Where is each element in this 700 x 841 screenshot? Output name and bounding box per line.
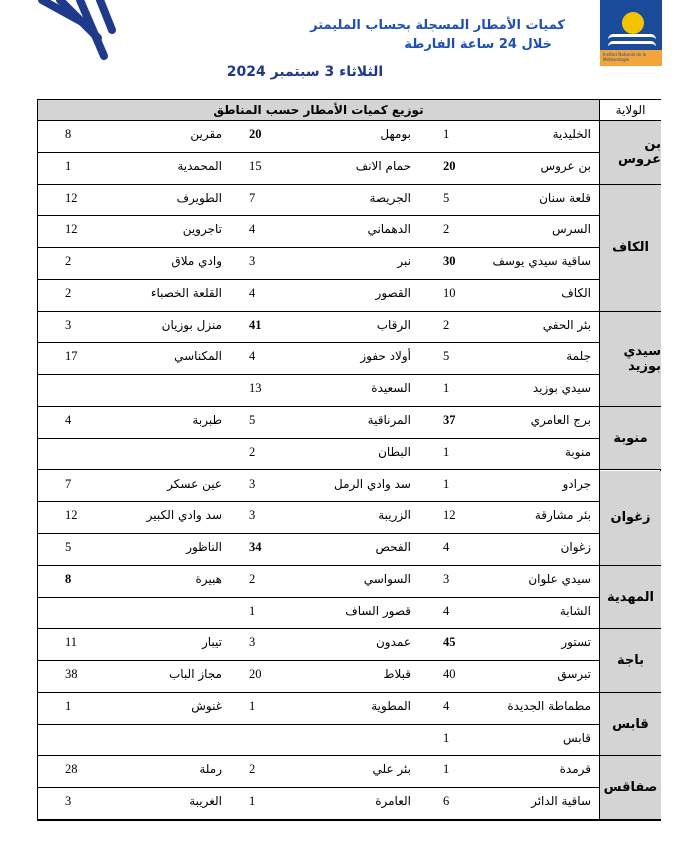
rainfall-value: 1 [65,158,72,173]
station-name: مقرين [190,127,222,141]
table-row [38,312,599,344]
station-name: هبيرة [195,571,222,586]
rainfall-value: 2 [65,285,72,300]
station-name: بئر علي [372,762,411,777]
rainfall-value: 12 [65,190,78,205]
table-row [38,280,599,312]
station-name: بن عروس [540,158,591,173]
table-row [38,534,599,566]
table-row [38,661,599,693]
station-name: تيبار [201,635,222,650]
table-row [38,407,599,439]
station-name: المحمدية [177,158,222,173]
station-name: الشابة [559,603,591,618]
rainfall-value: 41 [249,317,262,332]
sun-icon [622,12,644,34]
station-name: بئر الحفي [542,317,591,332]
rainfall-value: 13 [249,381,262,396]
rainfall-value: 7 [65,476,72,491]
rainfall-value: 34 [249,540,262,555]
table-row [38,788,599,820]
table-row [38,153,599,185]
rainfall-value: 3 [249,476,256,491]
station-name: منوبة [564,444,591,459]
report-title: كميات الأمطار المسجلة بحساب المليمتر [310,18,565,33]
table-row [38,502,599,534]
rainfall-value: 15 [249,158,262,173]
table-row [38,375,599,407]
rainfall-value: 4 [443,603,450,618]
table-row [38,343,599,375]
rainfall-value: 3 [65,794,72,809]
inm-logo [600,0,662,66]
station-name: السعيدة [371,381,411,396]
station-name: تبرسق [557,667,591,682]
station-name: قبلاط [383,667,411,682]
station-name: سد وادي الرمل [334,476,411,491]
rainfall-value: 40 [443,667,456,682]
rainfall-value: 1 [65,698,72,713]
table-row [38,121,599,153]
station-name: عين عسكر [167,476,222,491]
rainfall-value: 4 [249,285,256,300]
table-row [38,756,599,788]
station-name: الناظور [186,540,222,555]
rainfall-value: 3 [249,508,256,523]
station-name: الخليدية [552,127,591,141]
rainfall-value: 12 [65,222,78,237]
table-row [38,248,599,280]
station-name: القصور [375,285,411,300]
rainfall-value: 1 [249,698,256,713]
rainfall-value: 17 [65,349,78,364]
station-name: السرس [552,222,591,237]
station-name: جلمة [566,349,591,364]
rainfall-value: 1 [443,762,450,777]
station-name: نبر [397,254,411,269]
station-name: منزل بوزيان [161,317,222,332]
station-name: الغريبة [189,794,222,809]
station-name: الفحص [375,540,411,555]
rainfall-value: 4 [249,349,256,364]
rainfall-value: 3 [65,317,72,332]
station-name: سد وادي الكبير [146,508,222,523]
station-name: سيدي بوزيد [532,381,591,396]
station-name: رملة [199,762,222,777]
rainfall-value: 20 [443,158,456,173]
station-name: حمام الانف [355,158,411,173]
station-name: الكاف [561,285,591,300]
rainfall-value: 11 [65,635,78,650]
station-name: زغوان [560,540,591,555]
rainfall-value: 2 [249,762,256,777]
table-row [38,629,599,661]
station-name: قرمدة [559,762,591,777]
rainfall-value: 5 [443,349,450,364]
rainfall-value: 5 [65,540,72,555]
station-name: مجاز الباب [168,667,222,682]
table-row [38,725,599,757]
rainfall-value: 45 [443,635,456,650]
governorate-cell: الكاف [600,185,661,312]
governorate-header: الولاية [600,100,661,121]
station-name: البطان [378,444,411,459]
station-name: ساقية سيدي يوسف [492,254,591,269]
station-name: المكناسي [174,349,222,364]
rainfall-value: 28 [65,762,78,777]
table-row [38,566,599,598]
rainfall-value: 30 [443,254,456,269]
rainfall-value: 6 [443,794,450,809]
rainfall-value: 1 [443,730,450,745]
station-name: بومهل [380,127,411,141]
table-row [38,471,599,503]
rainfall-value: 8 [65,127,72,141]
rainfall-value: 12 [443,508,456,523]
governorate-cell: قابس [600,693,661,757]
rainfall-value: 2 [443,317,450,332]
station-name: بئر مشارقة [534,508,591,523]
rainfall-value: 4 [443,540,450,555]
station-name: تستور [561,635,591,650]
zones-header: توزيع كميات الأمطار حسب المناطق [38,100,599,121]
station-name: الرقاب [376,317,411,332]
rainfall-table [37,99,661,821]
table-row [38,216,599,248]
report-date: الثلاثاء 3 سبتمبر 2024 [226,64,384,80]
station-name: الزريبة [378,508,411,523]
station-name: المرناقية [367,412,411,427]
rainfall-value: 1 [443,127,450,141]
station-name: أولاد حفوز [360,349,411,364]
station-name: الدهماني [367,222,411,237]
rainfall-value: 2 [249,571,256,586]
rainfall-value: 20 [249,667,262,682]
rainfall-value: 20 [249,127,262,141]
station-name: طبربة [192,412,222,427]
rainfall-value: 12 [65,508,78,523]
rainfall-value: 37 [443,412,456,427]
governorate-cell: منوبة [600,407,661,471]
governorate-cell: بن عروس [600,121,661,185]
station-name: برج العامري [530,412,591,427]
governorate-cell: سيدي بوزيد [600,312,661,407]
rainfall-value: 8 [65,571,72,586]
station-name: الطويرف [176,190,222,205]
rainfall-value: 1 [443,381,450,396]
station-name: عمدون [375,635,411,650]
table-row [38,598,599,630]
station-name: السواسي [363,571,411,586]
rainfall-value: 4 [65,412,72,427]
governorate-cell: المهدية [600,566,661,630]
rainfall-value: 2 [65,254,72,269]
governorate-cell: باجة [600,629,661,693]
governorate-column [599,100,661,820]
station-name: ساقية الدائر [531,794,591,809]
station-name: غنوش [191,698,222,713]
station-name: قلعة سنان [539,190,591,205]
rainfall-value: 5 [249,412,256,427]
governorate-cell: زغوان [600,471,661,566]
rainfall-value: 1 [443,476,450,491]
station-name: تاجروين [182,222,222,237]
diagonal-stripes-logo [30,0,120,70]
rainfall-value: 1 [443,444,450,459]
rainfall-value: 1 [249,603,256,618]
station-name: المطوية [371,698,411,713]
rainfall-value: 3 [443,571,450,586]
station-name: الجريصة [369,190,411,205]
table-row [38,693,599,725]
rainfall-value: 2 [249,444,256,459]
station-name: العامرة [375,794,411,809]
rainfall-value: 10 [443,285,456,300]
rainfall-value: 4 [443,698,450,713]
rainfall-value: 3 [249,635,256,650]
rainfall-value: 1 [249,794,256,809]
rainfall-value: 7 [249,190,256,205]
station-name: وادي ملاق [171,254,222,269]
rainfall-value: 3 [249,254,256,269]
governorate-cell: صفاقس [600,756,661,820]
station-name: سيدي علوان [528,571,591,586]
station-name: قصور الساف [345,603,411,618]
logo-text: Institut National de la Météorologie [603,52,647,62]
table-row [38,439,599,471]
rainfall-value: 5 [443,190,450,205]
station-name: مطماطة الجديدة [507,698,591,713]
report-subtitle: خلال 24 ساعة الفارطة [404,37,552,52]
rainfall-value: 4 [249,222,256,237]
station-name: جرادو [562,476,591,491]
rainfall-value: 38 [65,667,78,682]
station-name: القلعة الخصباء [150,285,222,300]
table-row [38,185,599,217]
station-name: قابس [562,730,591,745]
rainfall-value: 2 [443,222,450,237]
